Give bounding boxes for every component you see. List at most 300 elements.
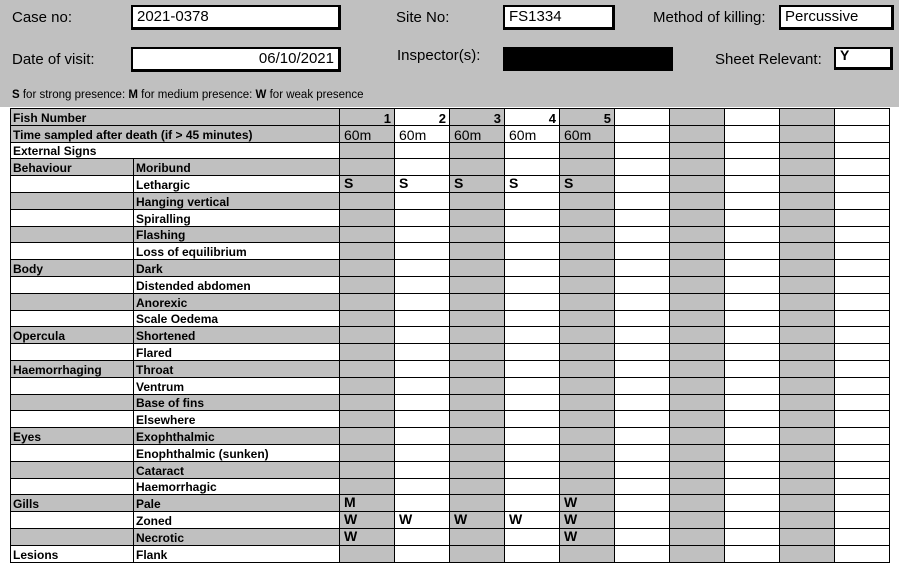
sign-value-fish-3[interactable] xyxy=(450,260,505,277)
sign-name: Lethargic xyxy=(134,176,340,193)
sign-value-fish-3[interactable]: W xyxy=(450,512,505,529)
sign-value-fish-10[interactable] xyxy=(835,444,890,461)
sign-value-fish-8[interactable] xyxy=(725,327,780,344)
sign-value-fish-10[interactable] xyxy=(835,428,890,445)
time-sampled-fish-9[interactable] xyxy=(780,125,835,142)
sign-value-fish-6[interactable] xyxy=(615,260,670,277)
sign-value-fish-10[interactable] xyxy=(835,461,890,478)
sign-value-fish-5[interactable] xyxy=(560,411,615,428)
sign-value-fish-9[interactable] xyxy=(780,176,835,193)
sign-value-fish-2[interactable] xyxy=(395,545,450,562)
sign-value-fish-9[interactable] xyxy=(780,293,835,310)
sign-value-fish-7[interactable] xyxy=(670,260,725,277)
sign-value-fish-1[interactable]: M xyxy=(340,495,395,512)
sign-value-fish-1[interactable] xyxy=(340,411,395,428)
sign-value-fish-8[interactable] xyxy=(725,545,780,562)
sign-value-fish-6[interactable] xyxy=(615,310,670,327)
fish-number-fish-1[interactable]: 1 xyxy=(340,109,395,126)
sign-value-fish-1[interactable] xyxy=(340,428,395,445)
time-sampled-fish-3[interactable]: 60m xyxy=(450,125,505,142)
sign-name: Moribund xyxy=(134,159,340,176)
sign-value-fish-8[interactable] xyxy=(725,293,780,310)
sign-value-fish-9[interactable] xyxy=(780,310,835,327)
sign-value-fish-9[interactable] xyxy=(780,243,835,260)
sign-value-fish-7[interactable] xyxy=(670,176,725,193)
sign-value-fish-6[interactable] xyxy=(615,276,670,293)
sign-value-fish-5[interactable] xyxy=(560,293,615,310)
sign-value-fish-9[interactable] xyxy=(780,528,835,545)
sign-value-fish-10[interactable] xyxy=(835,260,890,277)
external-signs-fish-10[interactable] xyxy=(835,142,890,159)
sign-value-fish-6[interactable] xyxy=(615,495,670,512)
sign-value-fish-3[interactable] xyxy=(450,344,505,361)
sign-value-fish-6[interactable] xyxy=(615,176,670,193)
sign-value-fish-2[interactable] xyxy=(395,495,450,512)
sign-value-fish-6[interactable] xyxy=(615,545,670,562)
sign-value-fish-7[interactable] xyxy=(670,444,725,461)
sign-value-fish-8[interactable] xyxy=(725,310,780,327)
sign-value-fish-1[interactable]: W xyxy=(340,512,395,529)
case-no-field[interactable]: 2021-0378 xyxy=(131,5,341,30)
sign-value-fish-3[interactable] xyxy=(450,192,505,209)
sign-value-fish-2[interactable] xyxy=(395,344,450,361)
sign-name: Flashing xyxy=(134,226,340,243)
fish-number-fish-10[interactable] xyxy=(835,109,890,126)
sign-value-fish-9[interactable] xyxy=(780,360,835,377)
fish-number-fish-8[interactable] xyxy=(725,109,780,126)
sign-value-fish-7[interactable] xyxy=(670,243,725,260)
sign-value-fish-8[interactable] xyxy=(725,344,780,361)
sign-value-fish-6[interactable] xyxy=(615,226,670,243)
sign-value-fish-1[interactable] xyxy=(340,344,395,361)
sign-value-fish-6[interactable] xyxy=(615,192,670,209)
sign-value-fish-10[interactable] xyxy=(835,176,890,193)
sign-value-fish-4[interactable] xyxy=(505,394,560,411)
sign-value-fish-2[interactable] xyxy=(395,243,450,260)
sign-value-fish-4[interactable] xyxy=(505,528,560,545)
sign-value-fish-2[interactable] xyxy=(395,260,450,277)
sign-value-fish-7[interactable] xyxy=(670,360,725,377)
sign-value-fish-9[interactable] xyxy=(780,344,835,361)
sign-row xyxy=(11,209,890,226)
sign-category: Haemorrhaging xyxy=(11,360,134,377)
fish-number-fish-9[interactable] xyxy=(780,109,835,126)
sign-row xyxy=(11,243,890,260)
sign-value-fish-3[interactable] xyxy=(450,394,505,411)
sign-value-fish-4[interactable] xyxy=(505,478,560,495)
sign-value-fish-9[interactable] xyxy=(780,495,835,512)
sign-value-fish-8[interactable] xyxy=(725,192,780,209)
sign-category: Gills xyxy=(11,495,134,512)
sign-value-fish-8[interactable] xyxy=(725,411,780,428)
sign-value-fish-7[interactable] xyxy=(670,192,725,209)
sign-value-fish-7[interactable] xyxy=(670,545,725,562)
sign-value-fish-4[interactable]: S xyxy=(505,176,560,193)
time-sampled-fish-2[interactable]: 60m xyxy=(395,125,450,142)
sign-category xyxy=(11,394,134,411)
sign-value-fish-7[interactable] xyxy=(670,512,725,529)
sign-value-fish-2[interactable] xyxy=(395,377,450,394)
sign-value-fish-3[interactable] xyxy=(450,293,505,310)
sign-value-fish-2[interactable] xyxy=(395,461,450,478)
sign-value-fish-4[interactable] xyxy=(505,327,560,344)
sign-value-fish-1[interactable] xyxy=(340,327,395,344)
sign-value-fish-4[interactable] xyxy=(505,344,560,361)
sign-value-fish-1[interactable] xyxy=(340,461,395,478)
sign-value-fish-10[interactable] xyxy=(835,209,890,226)
sign-value-fish-3[interactable] xyxy=(450,310,505,327)
sign-value-fish-10[interactable] xyxy=(835,545,890,562)
sign-value-fish-4[interactable] xyxy=(505,310,560,327)
sign-value-fish-3[interactable] xyxy=(450,545,505,562)
sign-value-fish-6[interactable] xyxy=(615,394,670,411)
sign-value-fish-8[interactable] xyxy=(725,394,780,411)
sign-value-fish-1[interactable] xyxy=(340,377,395,394)
sign-value-fish-9[interactable] xyxy=(780,512,835,529)
sign-value-fish-7[interactable] xyxy=(670,344,725,361)
sign-value-fish-2[interactable] xyxy=(395,428,450,445)
sign-value-fish-6[interactable] xyxy=(615,444,670,461)
sign-value-fish-5[interactable]: W xyxy=(560,512,615,529)
sign-value-fish-3[interactable] xyxy=(450,159,505,176)
sign-value-fish-8[interactable] xyxy=(725,209,780,226)
sign-value-fish-2[interactable] xyxy=(395,276,450,293)
sign-value-fish-8[interactable] xyxy=(725,495,780,512)
external-signs-fish-9[interactable] xyxy=(780,142,835,159)
sign-value-fish-6[interactable] xyxy=(615,360,670,377)
external-signs-fish-3[interactable] xyxy=(450,142,505,159)
sign-value-fish-8[interactable] xyxy=(725,528,780,545)
sign-value-fish-1[interactable] xyxy=(340,276,395,293)
time-sampled-fish-6[interactable] xyxy=(615,125,670,142)
sign-value-fish-9[interactable] xyxy=(780,226,835,243)
sign-value-fish-2[interactable] xyxy=(395,360,450,377)
sign-value-fish-7[interactable] xyxy=(670,209,725,226)
sign-value-fish-4[interactable] xyxy=(505,495,560,512)
time-sampled-fish-7[interactable] xyxy=(670,125,725,142)
sign-value-fish-10[interactable] xyxy=(835,512,890,529)
external-signs-fish-6[interactable] xyxy=(615,142,670,159)
sign-value-fish-4[interactable] xyxy=(505,226,560,243)
sign-value-fish-6[interactable] xyxy=(615,209,670,226)
sign-value-fish-10[interactable] xyxy=(835,293,890,310)
sign-category xyxy=(11,226,134,243)
sign-category xyxy=(11,276,134,293)
sign-value-fish-4[interactable] xyxy=(505,545,560,562)
sign-value-fish-1[interactable]: W xyxy=(340,528,395,545)
sign-value-fish-5[interactable] xyxy=(560,394,615,411)
sign-value-fish-7[interactable] xyxy=(670,226,725,243)
time-sampled-fish-1[interactable]: 60m xyxy=(340,125,395,142)
sign-value-fish-3[interactable] xyxy=(450,360,505,377)
sign-value-fish-8[interactable] xyxy=(725,276,780,293)
sign-value-fish-3[interactable] xyxy=(450,377,505,394)
sign-value-fish-3[interactable] xyxy=(450,209,505,226)
sign-value-fish-3[interactable] xyxy=(450,243,505,260)
sign-value-fish-4[interactable] xyxy=(505,360,560,377)
sign-value-fish-9[interactable] xyxy=(780,159,835,176)
sign-value-fish-2[interactable] xyxy=(395,394,450,411)
sign-category xyxy=(11,344,134,361)
fish-number-fish-5[interactable]: 5 xyxy=(560,109,615,126)
sign-value-fish-9[interactable] xyxy=(780,276,835,293)
sign-value-fish-7[interactable] xyxy=(670,461,725,478)
sign-name: Loss of equilibrium xyxy=(134,243,340,260)
external-signs-fish-2[interactable] xyxy=(395,142,450,159)
sign-value-fish-6[interactable] xyxy=(615,243,670,260)
sign-value-fish-3[interactable] xyxy=(450,495,505,512)
sign-value-fish-1[interactable] xyxy=(340,293,395,310)
sign-value-fish-9[interactable] xyxy=(780,444,835,461)
sign-value-fish-1[interactable] xyxy=(340,243,395,260)
sign-value-fish-10[interactable] xyxy=(835,360,890,377)
sign-value-fish-2[interactable] xyxy=(395,327,450,344)
sign-value-fish-8[interactable] xyxy=(725,360,780,377)
sign-value-fish-6[interactable] xyxy=(615,344,670,361)
sign-value-fish-9[interactable] xyxy=(780,327,835,344)
fish-number-fish-4[interactable]: 4 xyxy=(505,109,560,126)
fish-number-fish-3[interactable]: 3 xyxy=(450,109,505,126)
sign-value-fish-5[interactable]: W xyxy=(560,528,615,545)
sign-value-fish-8[interactable] xyxy=(725,377,780,394)
sign-row xyxy=(11,512,890,529)
time-sampled-fish-10[interactable] xyxy=(835,125,890,142)
sign-value-fish-2[interactable] xyxy=(395,226,450,243)
fish-number-label: Fish Number xyxy=(11,109,340,126)
time-sampled-fish-4[interactable]: 60m xyxy=(505,125,560,142)
sign-value-fish-7[interactable] xyxy=(670,394,725,411)
sign-value-fish-2[interactable]: S xyxy=(395,176,450,193)
sign-value-fish-8[interactable] xyxy=(725,428,780,445)
sign-value-fish-7[interactable] xyxy=(670,428,725,445)
sign-value-fish-4[interactable] xyxy=(505,260,560,277)
sign-value-fish-4[interactable] xyxy=(505,461,560,478)
sign-value-fish-10[interactable] xyxy=(835,310,890,327)
sign-value-fish-5[interactable] xyxy=(560,327,615,344)
sign-value-fish-5[interactable] xyxy=(560,192,615,209)
sign-value-fish-3[interactable] xyxy=(450,528,505,545)
sign-value-fish-6[interactable] xyxy=(615,461,670,478)
sign-value-fish-10[interactable] xyxy=(835,159,890,176)
method-field[interactable]: Percussive xyxy=(779,5,894,30)
sign-value-fish-5[interactable] xyxy=(560,276,615,293)
sign-value-fish-5[interactable] xyxy=(560,243,615,260)
sign-value-fish-2[interactable]: W xyxy=(395,512,450,529)
sheet-relevant-field[interactable]: Y xyxy=(834,47,893,70)
sign-value-fish-4[interactable] xyxy=(505,159,560,176)
sign-value-fish-9[interactable] xyxy=(780,428,835,445)
sign-value-fish-3[interactable] xyxy=(450,226,505,243)
sign-value-fish-10[interactable] xyxy=(835,528,890,545)
sign-value-fish-2[interactable] xyxy=(395,444,450,461)
sign-value-fish-8[interactable] xyxy=(725,159,780,176)
sign-value-fish-10[interactable] xyxy=(835,344,890,361)
sign-value-fish-7[interactable] xyxy=(670,159,725,176)
sign-category: Lesions xyxy=(11,545,134,562)
sign-value-fish-5[interactable] xyxy=(560,209,615,226)
sign-value-fish-4[interactable] xyxy=(505,293,560,310)
sign-row xyxy=(11,545,890,562)
external-signs-fish-5[interactable] xyxy=(560,142,615,159)
sign-value-fish-5[interactable]: W xyxy=(560,495,615,512)
sign-value-fish-3[interactable] xyxy=(450,276,505,293)
external-signs-fish-1[interactable] xyxy=(340,142,395,159)
sign-value-fish-2[interactable] xyxy=(395,192,450,209)
fish-number-fish-2[interactable]: 2 xyxy=(395,109,450,126)
sign-value-fish-8[interactable] xyxy=(725,243,780,260)
sign-value-fish-8[interactable] xyxy=(725,226,780,243)
fish-number-fish-7[interactable] xyxy=(670,109,725,126)
sign-value-fish-1[interactable] xyxy=(340,310,395,327)
sign-value-fish-4[interactable] xyxy=(505,444,560,461)
sign-value-fish-6[interactable] xyxy=(615,293,670,310)
sign-value-fish-9[interactable] xyxy=(780,377,835,394)
sign-value-fish-10[interactable] xyxy=(835,243,890,260)
sign-value-fish-5[interactable] xyxy=(560,428,615,445)
sign-category xyxy=(11,293,134,310)
sign-value-fish-8[interactable] xyxy=(725,176,780,193)
sign-value-fish-7[interactable] xyxy=(670,495,725,512)
fish-number-row xyxy=(11,109,890,126)
sign-value-fish-2[interactable] xyxy=(395,528,450,545)
sign-value-fish-10[interactable] xyxy=(835,411,890,428)
sign-category xyxy=(11,478,134,495)
sign-value-fish-5[interactable] xyxy=(560,310,615,327)
sign-value-fish-5[interactable] xyxy=(560,260,615,277)
sign-value-fish-4[interactable] xyxy=(505,192,560,209)
sign-value-fish-10[interactable] xyxy=(835,495,890,512)
sign-value-fish-1[interactable] xyxy=(340,209,395,226)
site-no-field[interactable]: FS1334 xyxy=(503,5,615,30)
sign-value-fish-6[interactable] xyxy=(615,528,670,545)
sign-value-fish-8[interactable] xyxy=(725,461,780,478)
sign-value-fish-4[interactable] xyxy=(505,243,560,260)
sign-value-fish-3[interactable] xyxy=(450,461,505,478)
sign-value-fish-7[interactable] xyxy=(670,276,725,293)
sign-value-fish-5[interactable]: S xyxy=(560,176,615,193)
sign-value-fish-1[interactable] xyxy=(340,394,395,411)
sign-value-fish-5[interactable] xyxy=(560,344,615,361)
sign-value-fish-4[interactable] xyxy=(505,377,560,394)
sign-value-fish-1[interactable] xyxy=(340,192,395,209)
external-signs-fish-4[interactable] xyxy=(505,142,560,159)
sign-value-fish-5[interactable] xyxy=(560,444,615,461)
sign-value-fish-9[interactable] xyxy=(780,209,835,226)
sign-value-fish-6[interactable] xyxy=(615,478,670,495)
external-signs-fish-8[interactable] xyxy=(725,142,780,159)
sign-value-fish-2[interactable] xyxy=(395,310,450,327)
sign-value-fish-4[interactable] xyxy=(505,276,560,293)
sign-value-fish-1[interactable] xyxy=(340,545,395,562)
sign-value-fish-2[interactable] xyxy=(395,159,450,176)
sign-value-fish-3[interactable] xyxy=(450,428,505,445)
sign-value-fish-3[interactable] xyxy=(450,478,505,495)
sign-value-fish-6[interactable] xyxy=(615,159,670,176)
sign-value-fish-1[interactable]: S xyxy=(340,176,395,193)
sign-value-fish-1[interactable] xyxy=(340,159,395,176)
sign-value-fish-8[interactable] xyxy=(725,512,780,529)
date-field[interactable]: 06/10/2021 xyxy=(131,47,341,72)
sign-value-fish-5[interactable] xyxy=(560,159,615,176)
time-sampled-label: Time sampled after death (if > 45 minutes) xyxy=(11,125,340,142)
sign-value-fish-9[interactable] xyxy=(780,411,835,428)
sign-value-fish-2[interactable] xyxy=(395,411,450,428)
sign-value-fish-2[interactable] xyxy=(395,293,450,310)
sign-value-fish-7[interactable] xyxy=(670,377,725,394)
sign-value-fish-6[interactable] xyxy=(615,428,670,445)
sign-value-fish-10[interactable] xyxy=(835,192,890,209)
sign-value-fish-5[interactable] xyxy=(560,377,615,394)
sign-value-fish-8[interactable] xyxy=(725,478,780,495)
case-no-label: Case no: xyxy=(12,9,73,26)
legend-w-key: W xyxy=(255,89,267,101)
sign-value-fish-6[interactable] xyxy=(615,411,670,428)
sign-value-fish-9[interactable] xyxy=(780,545,835,562)
sign-value-fish-10[interactable] xyxy=(835,377,890,394)
sign-value-fish-6[interactable] xyxy=(615,327,670,344)
sign-value-fish-5[interactable] xyxy=(560,226,615,243)
sign-value-fish-9[interactable] xyxy=(780,260,835,277)
sign-value-fish-9[interactable] xyxy=(780,394,835,411)
sign-value-fish-1[interactable] xyxy=(340,360,395,377)
sign-value-fish-5[interactable] xyxy=(560,545,615,562)
sign-value-fish-1[interactable] xyxy=(340,226,395,243)
sign-value-fish-3[interactable] xyxy=(450,327,505,344)
sign-value-fish-2[interactable] xyxy=(395,209,450,226)
sign-value-fish-3[interactable] xyxy=(450,411,505,428)
sign-value-fish-9[interactable] xyxy=(780,478,835,495)
sign-value-fish-2[interactable] xyxy=(395,478,450,495)
sign-value-fish-7[interactable] xyxy=(670,310,725,327)
sign-value-fish-1[interactable] xyxy=(340,478,395,495)
fish-number-fish-6[interactable] xyxy=(615,109,670,126)
sign-value-fish-10[interactable] xyxy=(835,226,890,243)
sign-value-fish-7[interactable] xyxy=(670,478,725,495)
sign-value-fish-1[interactable] xyxy=(340,260,395,277)
sign-value-fish-1[interactable] xyxy=(340,444,395,461)
sign-value-fish-10[interactable] xyxy=(835,478,890,495)
sign-category xyxy=(11,512,134,529)
sign-row xyxy=(11,461,890,478)
sign-value-fish-10[interactable] xyxy=(835,394,890,411)
sign-value-fish-4[interactable]: W xyxy=(505,512,560,529)
sign-value-fish-6[interactable] xyxy=(615,377,670,394)
sign-value-fish-8[interactable] xyxy=(725,260,780,277)
sign-value-fish-7[interactable] xyxy=(670,528,725,545)
sign-value-fish-4[interactable] xyxy=(505,411,560,428)
sign-value-fish-8[interactable] xyxy=(725,444,780,461)
sign-value-fish-4[interactable] xyxy=(505,209,560,226)
sign-value-fish-9[interactable] xyxy=(780,461,835,478)
sign-value-fish-7[interactable] xyxy=(670,327,725,344)
time-sampled-fish-8[interactable] xyxy=(725,125,780,142)
sign-value-fish-3[interactable] xyxy=(450,444,505,461)
time-sampled-fish-5[interactable]: 60m xyxy=(560,125,615,142)
sign-value-fish-9[interactable] xyxy=(780,192,835,209)
sign-value-fish-10[interactable] xyxy=(835,327,890,344)
sign-value-fish-5[interactable] xyxy=(560,461,615,478)
external-signs-fish-7[interactable] xyxy=(670,142,725,159)
sign-value-fish-3[interactable]: S xyxy=(450,176,505,193)
sign-value-fish-7[interactable] xyxy=(670,411,725,428)
sign-value-fish-10[interactable] xyxy=(835,276,890,293)
sign-value-fish-6[interactable] xyxy=(615,512,670,529)
sign-value-fish-5[interactable] xyxy=(560,478,615,495)
sign-value-fish-4[interactable] xyxy=(505,428,560,445)
sign-value-fish-7[interactable] xyxy=(670,293,725,310)
header-area xyxy=(0,0,899,107)
sign-value-fish-5[interactable] xyxy=(560,360,615,377)
